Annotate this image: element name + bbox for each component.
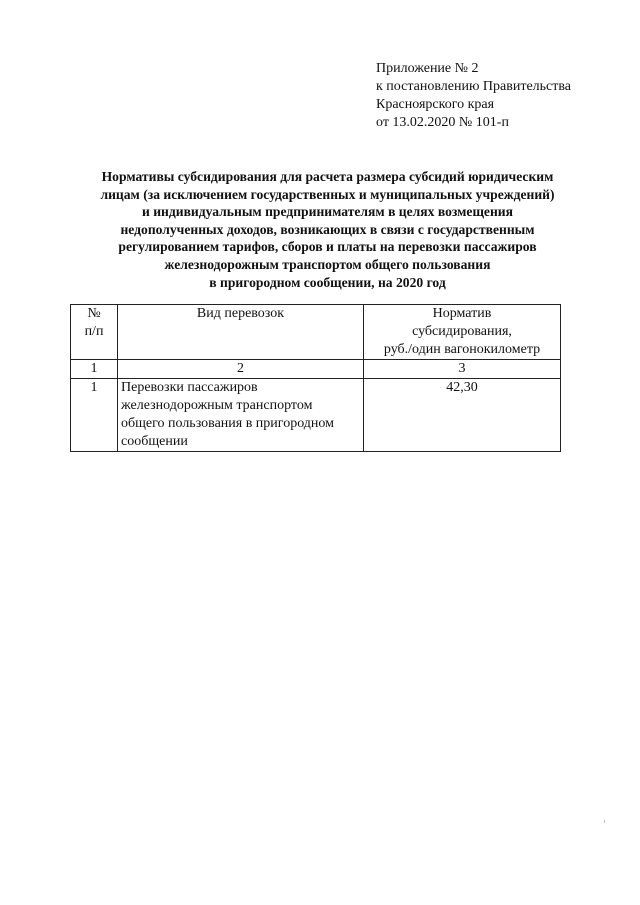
title-line: регулированием тарифов, сборов и платы на перевозки пассажиров	[118, 239, 537, 255]
title-line: Нормативы субсидирования для расчета размера субсидий юридическим	[101, 169, 554, 184]
header-norm	[364, 305, 561, 360]
title-line: в пригородном сообщении, на 2020 год	[209, 274, 446, 290]
appendix-line: от 13.02.2020 № 101-п	[376, 115, 509, 130]
table-header-row	[71, 305, 561, 360]
header-type-text: Вид перевозок	[196, 306, 285, 321]
header-type	[118, 305, 364, 360]
row-type-line: Перевозки пассажиров	[121, 380, 258, 395]
column-number: 3	[364, 360, 561, 379]
row-type	[118, 379, 364, 452]
header-num-line: п/п	[84, 324, 104, 339]
document-title	[60, 168, 595, 291]
title-line: железнодорожным транспортом общего пользования	[164, 256, 491, 272]
title-line: недополученных доходов, возникающих в связи с государственным	[120, 221, 535, 237]
header-norm-line: Норматив	[432, 306, 492, 321]
scan-speck	[604, 820, 605, 823]
title-line: лицам (за исключением государственных и муниципальных учреждений)	[100, 186, 555, 202]
row-norm: 42,30	[364, 379, 561, 452]
row-num: 1	[71, 379, 118, 452]
column-number: 2	[118, 360, 364, 379]
column-number-row	[71, 360, 561, 379]
header-num-line: №	[87, 306, 101, 321]
appendix-block	[376, 60, 571, 132]
table-row	[71, 379, 561, 452]
row-type-line: сообщении	[121, 434, 188, 449]
appendix-line: Приложение № 2	[376, 61, 479, 76]
row-type-line: железнодорожным транспортом	[121, 398, 313, 413]
row-type-line: общего пользования в пригородном	[121, 416, 334, 431]
header-norm-line: руб./один вагонокилометр	[383, 342, 541, 357]
column-number: 1	[71, 360, 118, 379]
title-line: и индивидуальным предпринимателям в целях возмещения	[141, 204, 513, 220]
appendix-line: к постановлению Правительства	[376, 79, 572, 94]
appendix-line: Красноярского края	[376, 97, 495, 112]
header-norm-line: субсидирования,	[412, 324, 512, 339]
norms-table	[70, 304, 561, 452]
header-num	[71, 305, 118, 360]
